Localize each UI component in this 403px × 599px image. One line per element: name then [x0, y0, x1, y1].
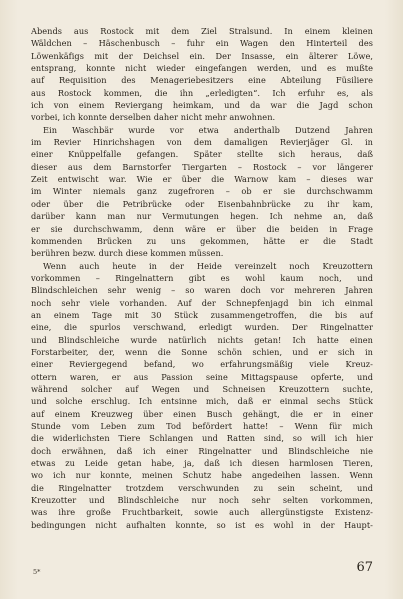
- text-line: eine, die spurlos verschwand, erledigt wurden. Der Ringelnatter: [31, 322, 373, 333]
- text-line: entsprang, konnte nicht wieder eingefangen werden, und es mußte: [31, 63, 373, 74]
- text-line: auf einem Kreuzweg über einen Busch gehängt, die er in einer: [31, 408, 373, 419]
- text-line: Löwenkäfigs mit der Deichsel ein. Der Insasse, ein älterer Löwe,: [31, 50, 373, 61]
- text-line: was ihre große Fruchtbarkeit, sowie auch allergünstigste Existenz-: [31, 507, 373, 518]
- text-line: ich von einem Reviergang heimkam, und da war die Jagd schon: [31, 100, 373, 111]
- text-line: Stunde vom Leben zum Tod befördert hatte! – Wenn für mich: [31, 421, 373, 431]
- text-line: Blindschleichen sehr wenig – so waren doch vor mehreren Jahren: [31, 285, 373, 296]
- text-line: die Ringelnatter trotzdem verschwunden zu sein scheint, und: [31, 482, 373, 493]
- text-line: ottern waren, er aus Passion seine Mittagspause opferte, und: [31, 371, 373, 382]
- text-line: bedingungen nicht aufhalten konnte, so ist es wohl in der Haupt-: [31, 519, 373, 530]
- text-line: im Winter niemals ganz zugefroren – ob er sie durchschwamm: [31, 186, 373, 197]
- page-number: 67: [356, 560, 373, 575]
- text-line: an einem Tage mit 30 Stück zusammengetroffen, die bis auf: [31, 309, 373, 320]
- text-line: Kreuzotter und Blindschleiche nur noch sehr selten vorkommen,: [31, 495, 373, 506]
- text-line: vorkommen – Ringelnattern gibt es wohl kaum noch, und: [31, 272, 373, 283]
- body-text: [31, 25, 373, 531]
- text-line: dieser aus dem Barnstorfer Tiergarten – Rostock – vor längerer: [31, 161, 373, 172]
- text-line: noch sehr viele vorhanden. Auf der Schnepfenjagd bin ich einmal: [31, 297, 373, 308]
- paragraph: [31, 25, 373, 124]
- text-line: er sie durchschwamm, denn wäre er über die beiden in Frage: [31, 223, 373, 234]
- text-line: und solche erschlug. Ich entsinne mich, daß er einmal sechs Stück: [31, 396, 373, 407]
- signature-mark: 5*: [33, 568, 41, 576]
- text-line: Abends aus Rostock mit dem Ziel Stralsund. In einem kleinen: [31, 26, 373, 36]
- text-line: etwas zu Leide getan habe, ja, daß ich diesen harmlosen Tieren,: [31, 458, 373, 469]
- text-line: oder über die Petribrücke oder Eisenbahnbrücke zu ihr kam,: [31, 198, 373, 209]
- text-line: Forstarbeiter, der, wenn die Sonne schön schien, und er sich in: [31, 346, 373, 357]
- paragraph: [31, 260, 373, 532]
- text-line: einer Knüppelfalle gefangen. Später stellte sich heraus, daß: [31, 149, 373, 160]
- text-line: Ein Waschbär wurde vor etwa anderthalb Dutzend Jahren: [43, 124, 373, 135]
- text-line: Wäldchen – Häschenbusch – fuhr ein Wagen den Hinterteil des: [31, 38, 373, 49]
- text-line: auf Requisition des Menageriebesitzers eine Abteilung Füsiliere: [31, 75, 373, 86]
- text-line: im Revier Hinrichshagen von dem damaligen Revierjäger Gl. in: [31, 137, 373, 148]
- text-line: die widerlichsten Tiere Schlangen und Ratten sind, so will ich hier: [31, 433, 373, 444]
- text-line: darüber kann man nur Vermutungen hegen. Ich nehme an, daß: [31, 211, 373, 222]
- text-line: wo ich nur konnte, meinen Schutz habe angedeihen lassen. Wenn: [31, 470, 373, 481]
- text-line: aus Rostock kommen, die ihn „erledigten“. Ich erfuhr es, als: [31, 87, 373, 98]
- text-line: und Blindschleiche wurde natürlich nichts getan! Ich hatte einen: [31, 334, 373, 345]
- text-line: berühren bezw. durch diese kommen müssen.: [31, 248, 224, 259]
- text-line: Zeit entwischt war. Wie er über die Warnow kam – dieses war: [31, 174, 373, 185]
- text-line: während solcher auf Wegen und Schneisen Kreuzottern suchte,: [31, 383, 373, 394]
- text-line: kommenden Brücken zu uns gekommen, hätte er die Stadt: [31, 235, 373, 246]
- text-line: vorbei, ich konnte derselben daher nicht mehr anwohnen.: [31, 112, 276, 123]
- text-line: Wenn auch heute in der Heide vereinzelt noch Kreuzottern: [43, 260, 373, 271]
- text-line: einer Reviergegend befand, wo erfahrungsmäßig viele Kreuz-: [31, 359, 373, 370]
- text-line: doch erwähnen, daß ich einer Ringelnatter und Blindschleiche nie: [31, 445, 373, 456]
- paragraph: [31, 124, 373, 260]
